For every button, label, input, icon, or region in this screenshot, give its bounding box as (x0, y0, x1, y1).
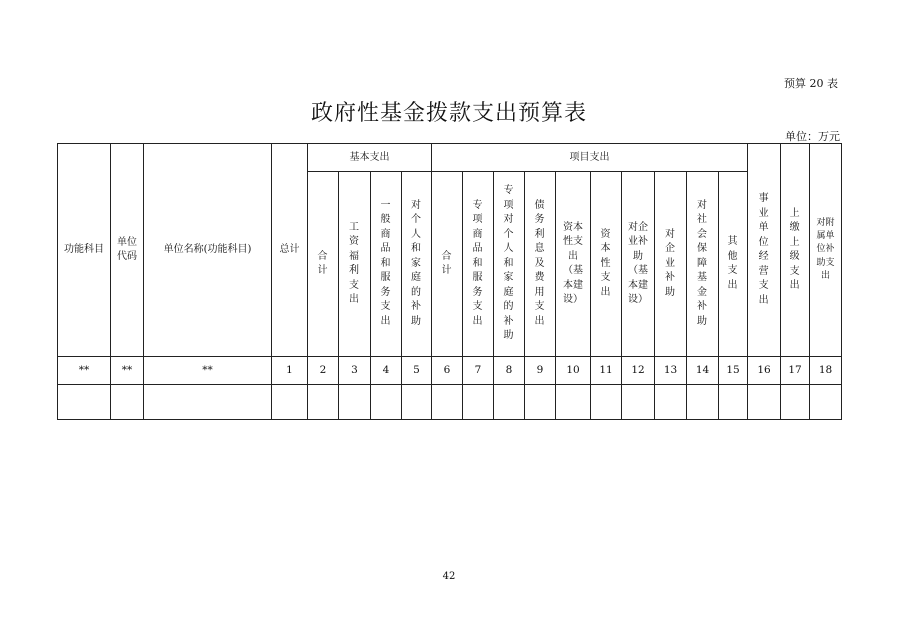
blank-cell (494, 385, 525, 420)
blank-cell (308, 385, 339, 420)
page-title: 政府性基金拨款支出预算表 (310, 101, 587, 126)
header-project-capital: 资本性支出 (591, 172, 622, 357)
budget-table (57, 143, 842, 420)
header-basic-group: 基本支出 (308, 144, 432, 172)
header-project-debt: 债务利息及费用支出 (525, 172, 556, 357)
number-cell: 5 (402, 357, 432, 385)
header-project-capital-basic: 资本性支出（基本建设） (556, 172, 591, 357)
header-basic-sum: 合计 (308, 172, 339, 357)
number-cell: 18 (810, 357, 842, 385)
number-cell: 16 (748, 357, 781, 385)
blank-cell (402, 385, 432, 420)
header-row-group (58, 144, 842, 172)
blank-cell (781, 385, 810, 420)
header-basic-goods: 一般商品和服务支出 (371, 172, 402, 357)
blank-cell (371, 385, 402, 420)
blank-cell (144, 385, 272, 420)
header-unit-code: 单位代码 (111, 144, 144, 357)
number-cell: 13 (655, 357, 687, 385)
blank-cell (556, 385, 591, 420)
blank-cell (748, 385, 781, 420)
blank-cell (111, 385, 144, 420)
number-cell: 11 (591, 357, 622, 385)
header-project-social: 对社会保障基金补助 (687, 172, 719, 357)
header-project-personal: 专项对个人和家庭的补助 (494, 172, 525, 357)
blank-cell (810, 385, 842, 420)
header-basic-personal: 对个人和家庭的补助 (402, 172, 432, 357)
blank-cell (622, 385, 655, 420)
number-cell: ** (111, 357, 144, 385)
blank-cell (525, 385, 556, 420)
blank-cell (687, 385, 719, 420)
header-project-enterprise-basic: 对企业补助（基本建设） (622, 172, 655, 357)
header-subsidiary: 对附属单位补助支出 (810, 144, 842, 357)
header-project-sum: 合计 (432, 172, 463, 357)
number-cell: 1 (272, 357, 308, 385)
blank-cell (719, 385, 748, 420)
column-number-row (58, 357, 842, 385)
header-superior: 上缴上级支出 (781, 144, 810, 357)
header-operation: 事业单位经营支出 (748, 144, 781, 357)
number-cell: 3 (339, 357, 371, 385)
number-cell: 12 (622, 357, 655, 385)
number-cell: 8 (494, 357, 525, 385)
number-cell: 15 (719, 357, 748, 385)
header-basic-salary: 工资福利支出 (339, 172, 371, 357)
blank-cell (432, 385, 463, 420)
header-project-enterprise: 对企业补助 (655, 172, 687, 357)
number-cell: 7 (463, 357, 494, 385)
number-cell: 9 (525, 357, 556, 385)
page-number: 42 (442, 571, 456, 582)
form-number: 预算 20 表 (784, 77, 838, 90)
number-cell: ** (144, 357, 272, 385)
blank-cell (339, 385, 371, 420)
blank-cell (655, 385, 687, 420)
blank-cell (272, 385, 308, 420)
header-total: 总计 (272, 144, 308, 357)
number-cell: ** (58, 357, 111, 385)
blank-data-row (58, 385, 842, 420)
number-cell: 17 (781, 357, 810, 385)
number-cell: 4 (371, 357, 402, 385)
header-project-group: 项目支出 (432, 144, 748, 172)
number-cell: 10 (556, 357, 591, 385)
header-project-goods: 专项商品和服务支出 (463, 172, 494, 357)
number-cell: 6 (432, 357, 463, 385)
unit-label: 单位：万元 (785, 130, 840, 143)
number-cell: 2 (308, 357, 339, 385)
header-unit-name: 单位名称(功能科目) (144, 144, 272, 357)
header-func-subject: 功能科目 (58, 144, 111, 357)
blank-cell (58, 385, 111, 420)
number-cell: 14 (687, 357, 719, 385)
blank-cell (463, 385, 494, 420)
blank-cell (591, 385, 622, 420)
header-project-other: 其他支出 (719, 172, 748, 357)
